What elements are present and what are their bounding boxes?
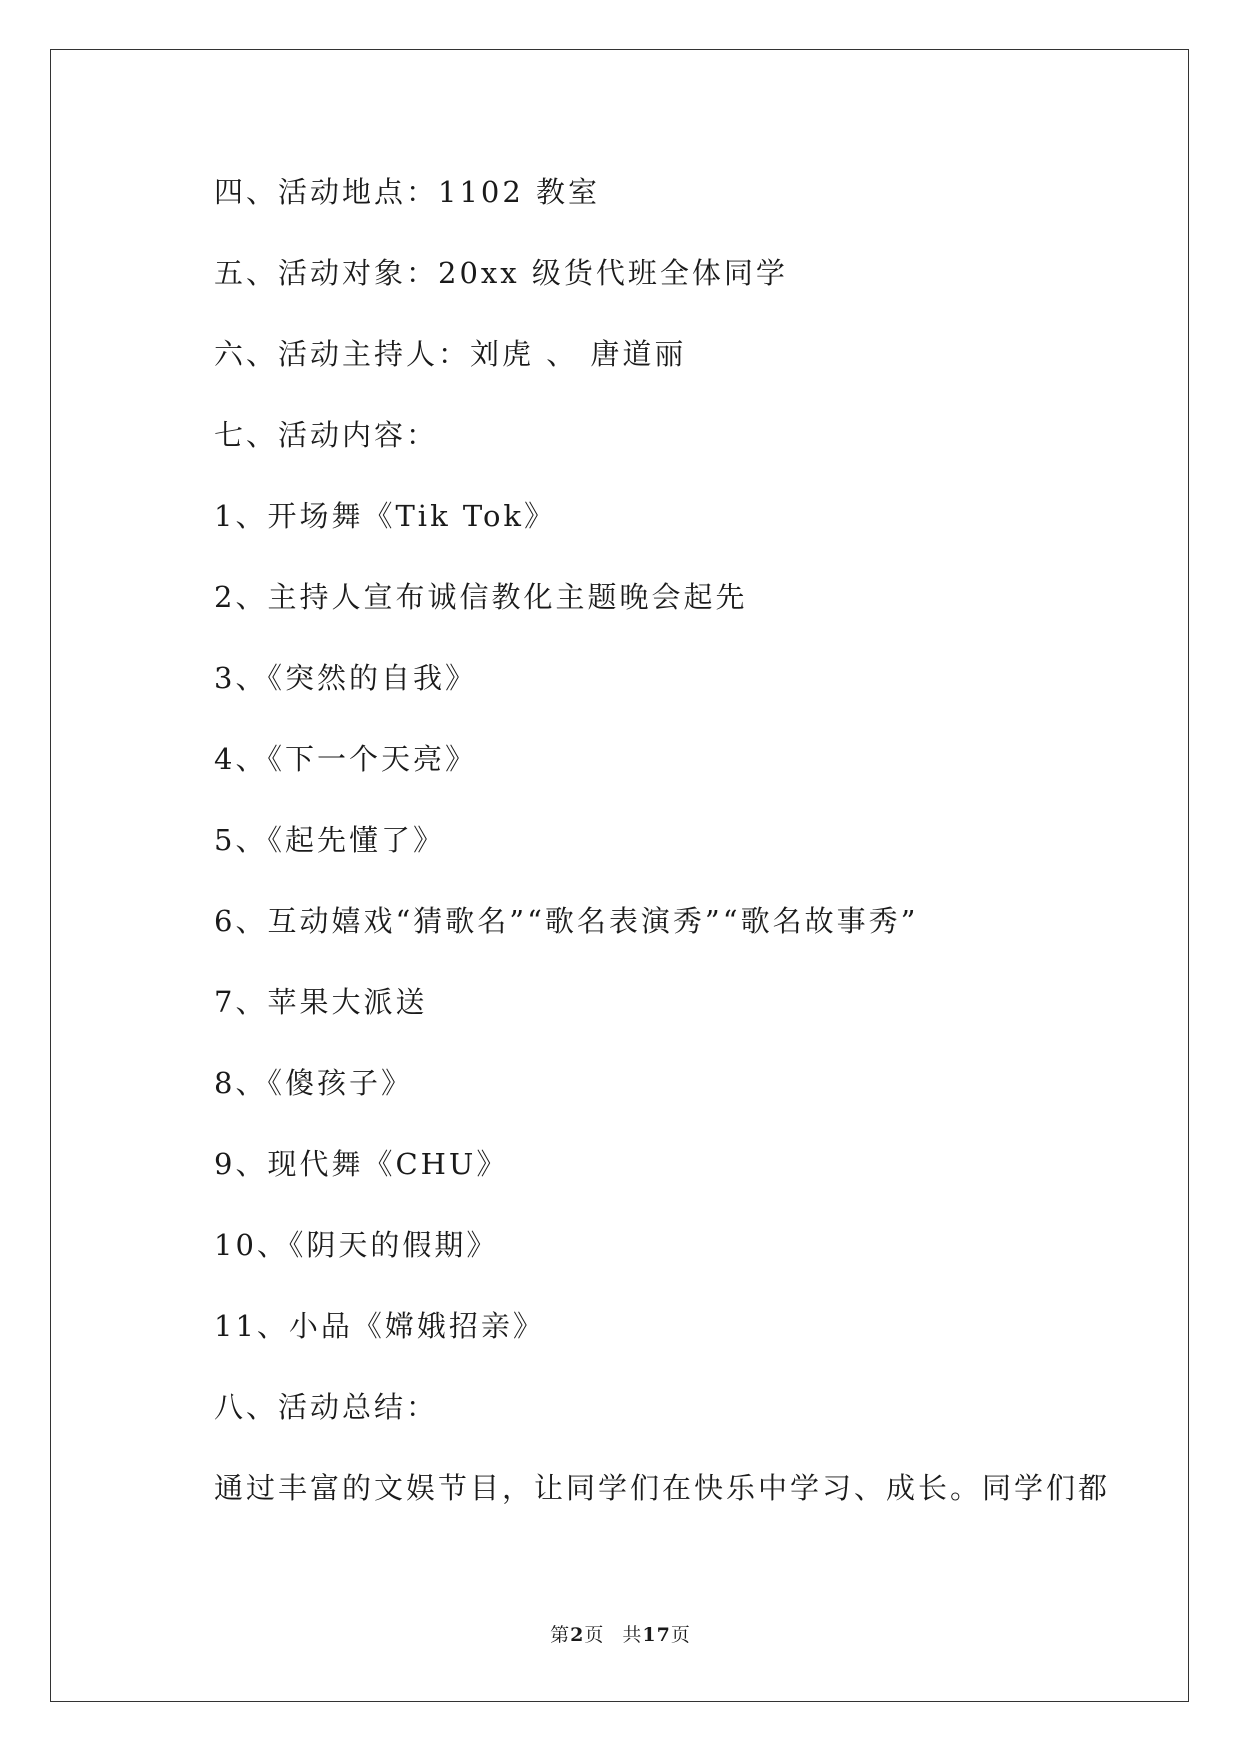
line-activity-location: 四、活动地点：1102 教室 bbox=[214, 175, 601, 209]
program-item-5: 5、《起先懂了》 bbox=[214, 823, 445, 857]
line-activity-hosts: 六、活动主持人：刘虎 、 唐道丽 bbox=[214, 337, 687, 371]
program-item-9: 9、现代舞《CHU》 bbox=[214, 1147, 509, 1181]
page-footer bbox=[0, 1620, 1241, 1647]
line-summary-text: 通过丰富的文娱节目，让同学们在快乐中学习、成长。同学们都 bbox=[214, 1471, 1111, 1505]
footer-total-prefix: 共 bbox=[622, 1624, 643, 1646]
program-item-6: 6、互动嬉戏“猜歌名”“歌名表演秀”“歌名故事秀” bbox=[214, 904, 919, 938]
footer-page-number: 2 bbox=[570, 1624, 585, 1646]
line-activity-summary-heading: 八、活动总结： bbox=[214, 1390, 439, 1424]
program-item-2: 2、主持人宣布诚信教化主题晚会起先 bbox=[214, 580, 748, 614]
line-activity-content-heading: 七、活动内容： bbox=[214, 418, 439, 452]
program-item-8: 8、《傻孩子》 bbox=[214, 1066, 413, 1100]
program-item-3: 3、《突然的自我》 bbox=[214, 661, 477, 695]
program-item-1: 1、开场舞《Tik Tok》 bbox=[214, 499, 556, 533]
document-body bbox=[214, 172, 1114, 1549]
footer-page-prefix: 第 bbox=[550, 1624, 571, 1646]
footer-total-unit: 页 bbox=[670, 1624, 691, 1646]
footer-total-pages: 17 bbox=[642, 1624, 671, 1646]
program-item-10: 10、《阴天的假期》 bbox=[214, 1228, 499, 1262]
program-item-4: 4、《下一个天亮》 bbox=[214, 742, 477, 776]
program-item-11: 11、小品《嫦娥招亲》 bbox=[214, 1309, 545, 1343]
program-item-7: 7、苹果大派送 bbox=[214, 985, 428, 1019]
line-activity-audience: 五、活动对象：20xx 级货代班全体同学 bbox=[214, 256, 788, 290]
footer-page-unit: 页 bbox=[584, 1624, 605, 1646]
